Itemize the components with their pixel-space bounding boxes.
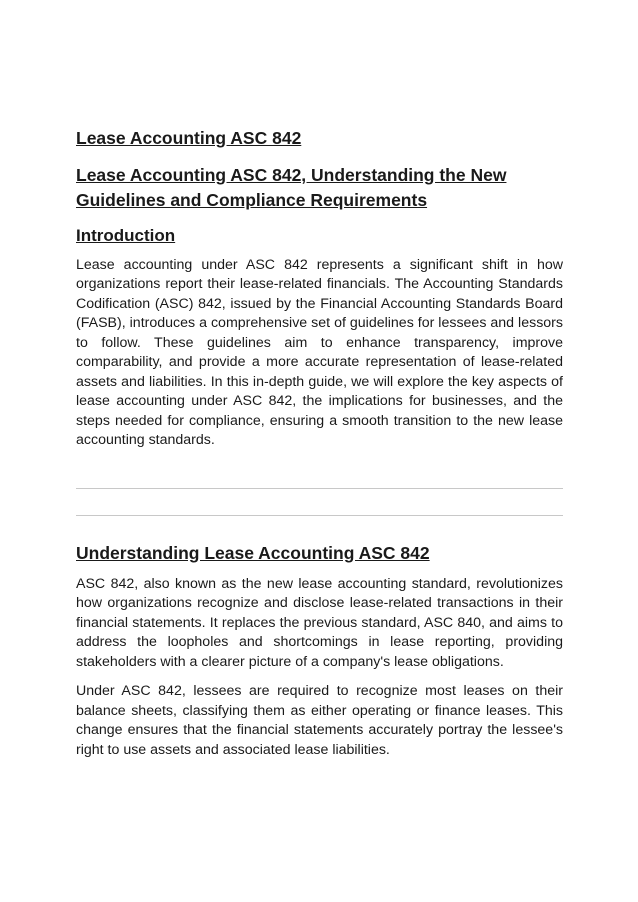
horizontal-divider [76,488,563,489]
section-understanding [76,541,563,760]
paragraph: Under ASC 842, lessees are required to recognize most leases on their balance sheets, classifying them as either operating or finance leases. This change ensures that the financial statements accurately portray the lessee's right to use assets and associated lease liabilities. [76,683,563,758]
section-heading: Understanding Lease Accounting ASC 842 [76,543,430,563]
document-subtitle: Lease Accounting ASC 842, Understanding the New Guidelines and Compliance Requirements [76,165,507,210]
paragraph: Lease accounting under ASC 842 represents a significant shift in how organizations report their lease-related financials. The Accounting Standards Codification (ASC) 842, issued by the Financial Accounting Standards Board (FASB), introduces a comprehensive set of guidelines for lessees and lessors to follow. These guidelines aim to enhance transparency, improve comparability, and provide a more accurate representation of lease-related assets and liabilities. In this in-depth guide, we will explore the key aspects of lease accounting under ASC 842, the implications for businesses, and the steps needed for compliance, ensuring a smooth transition to the new lease accounting standards. [76,257,563,449]
document-body [76,126,563,758]
section-heading: Introduction [76,226,176,245]
horizontal-divider [76,515,563,516]
section-introduction [76,224,563,451]
paragraph: ASC 842, also known as the new lease accounting standard, revolutionizes how organizations recognize and disclose lease-related transactions in their financial statements. It replaces the previous standard, ASC 840, and aims to address the loopholes and shortcomings in lease reporting, providing stakeholders with a clearer picture of a company's lease obligations. [76,576,563,670]
document-title: Lease Accounting ASC 842 [76,128,302,148]
